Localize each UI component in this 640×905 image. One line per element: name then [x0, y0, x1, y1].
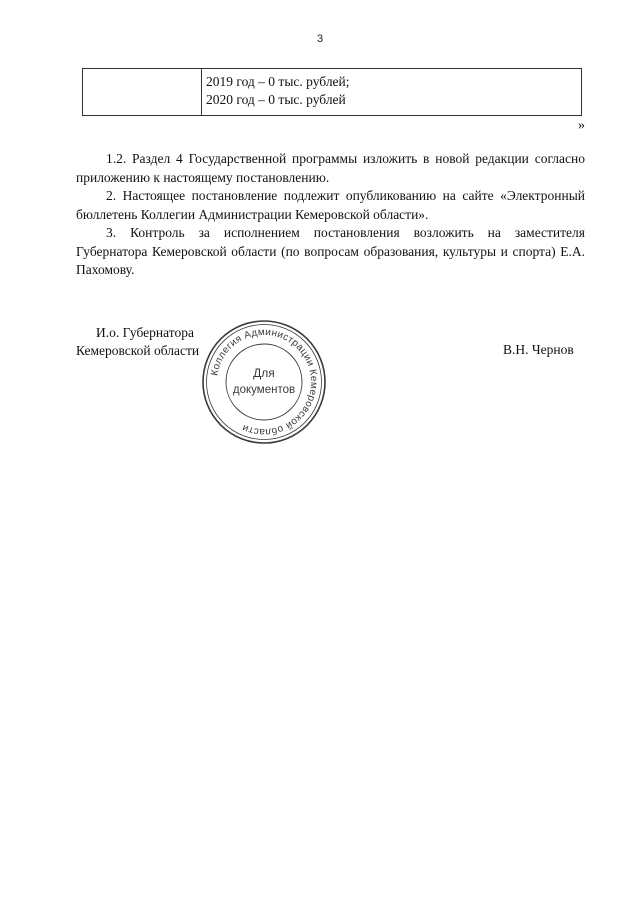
funding-line-2019: 2019 год – 0 тыс. рублей; — [206, 74, 350, 89]
paragraph-2: 2. Настоящее постановление подлежит опубликованию на сайте «Электронный бюллетень Коллегии Администрации Кемеровской области». — [76, 188, 585, 222]
signatory-name: В.Н. Чернов — [503, 342, 574, 357]
seal-ring-text: Коллегия Администрации Кемеровской области — [209, 326, 320, 438]
paragraph-1-2: 1.2. Раздел 4 Государственной программы изложить в новой редакции согласно приложению к настоящему постановлению. — [76, 151, 585, 185]
table-cell-funding — [202, 69, 582, 116]
budget-table — [82, 68, 582, 116]
signature-title-line2: Кемеровской области — [76, 343, 200, 358]
table-cell-empty — [83, 69, 202, 116]
signature-title-line1: И.о. Губернатора — [96, 325, 195, 340]
document-body — [76, 150, 585, 280]
seal-center-line2: документов — [232, 384, 296, 396]
seal-center-line1: Для — [253, 366, 275, 380]
table-row — [83, 69, 582, 116]
paragraph-3: 3. Контроль за исполнением постановления возложить на заместителя Губернатора Кемеровской области (по вопросам образования, культуры и спорта) Е.А. Пахомову. — [76, 225, 585, 277]
page-number: 3 — [316, 33, 324, 45]
signature-title — [76, 324, 199, 360]
funding-line-2020: 2020 год – 0 тыс. рублей — [206, 92, 346, 107]
closing-quote: » — [578, 118, 585, 133]
official-seal-stamp — [200, 318, 328, 446]
